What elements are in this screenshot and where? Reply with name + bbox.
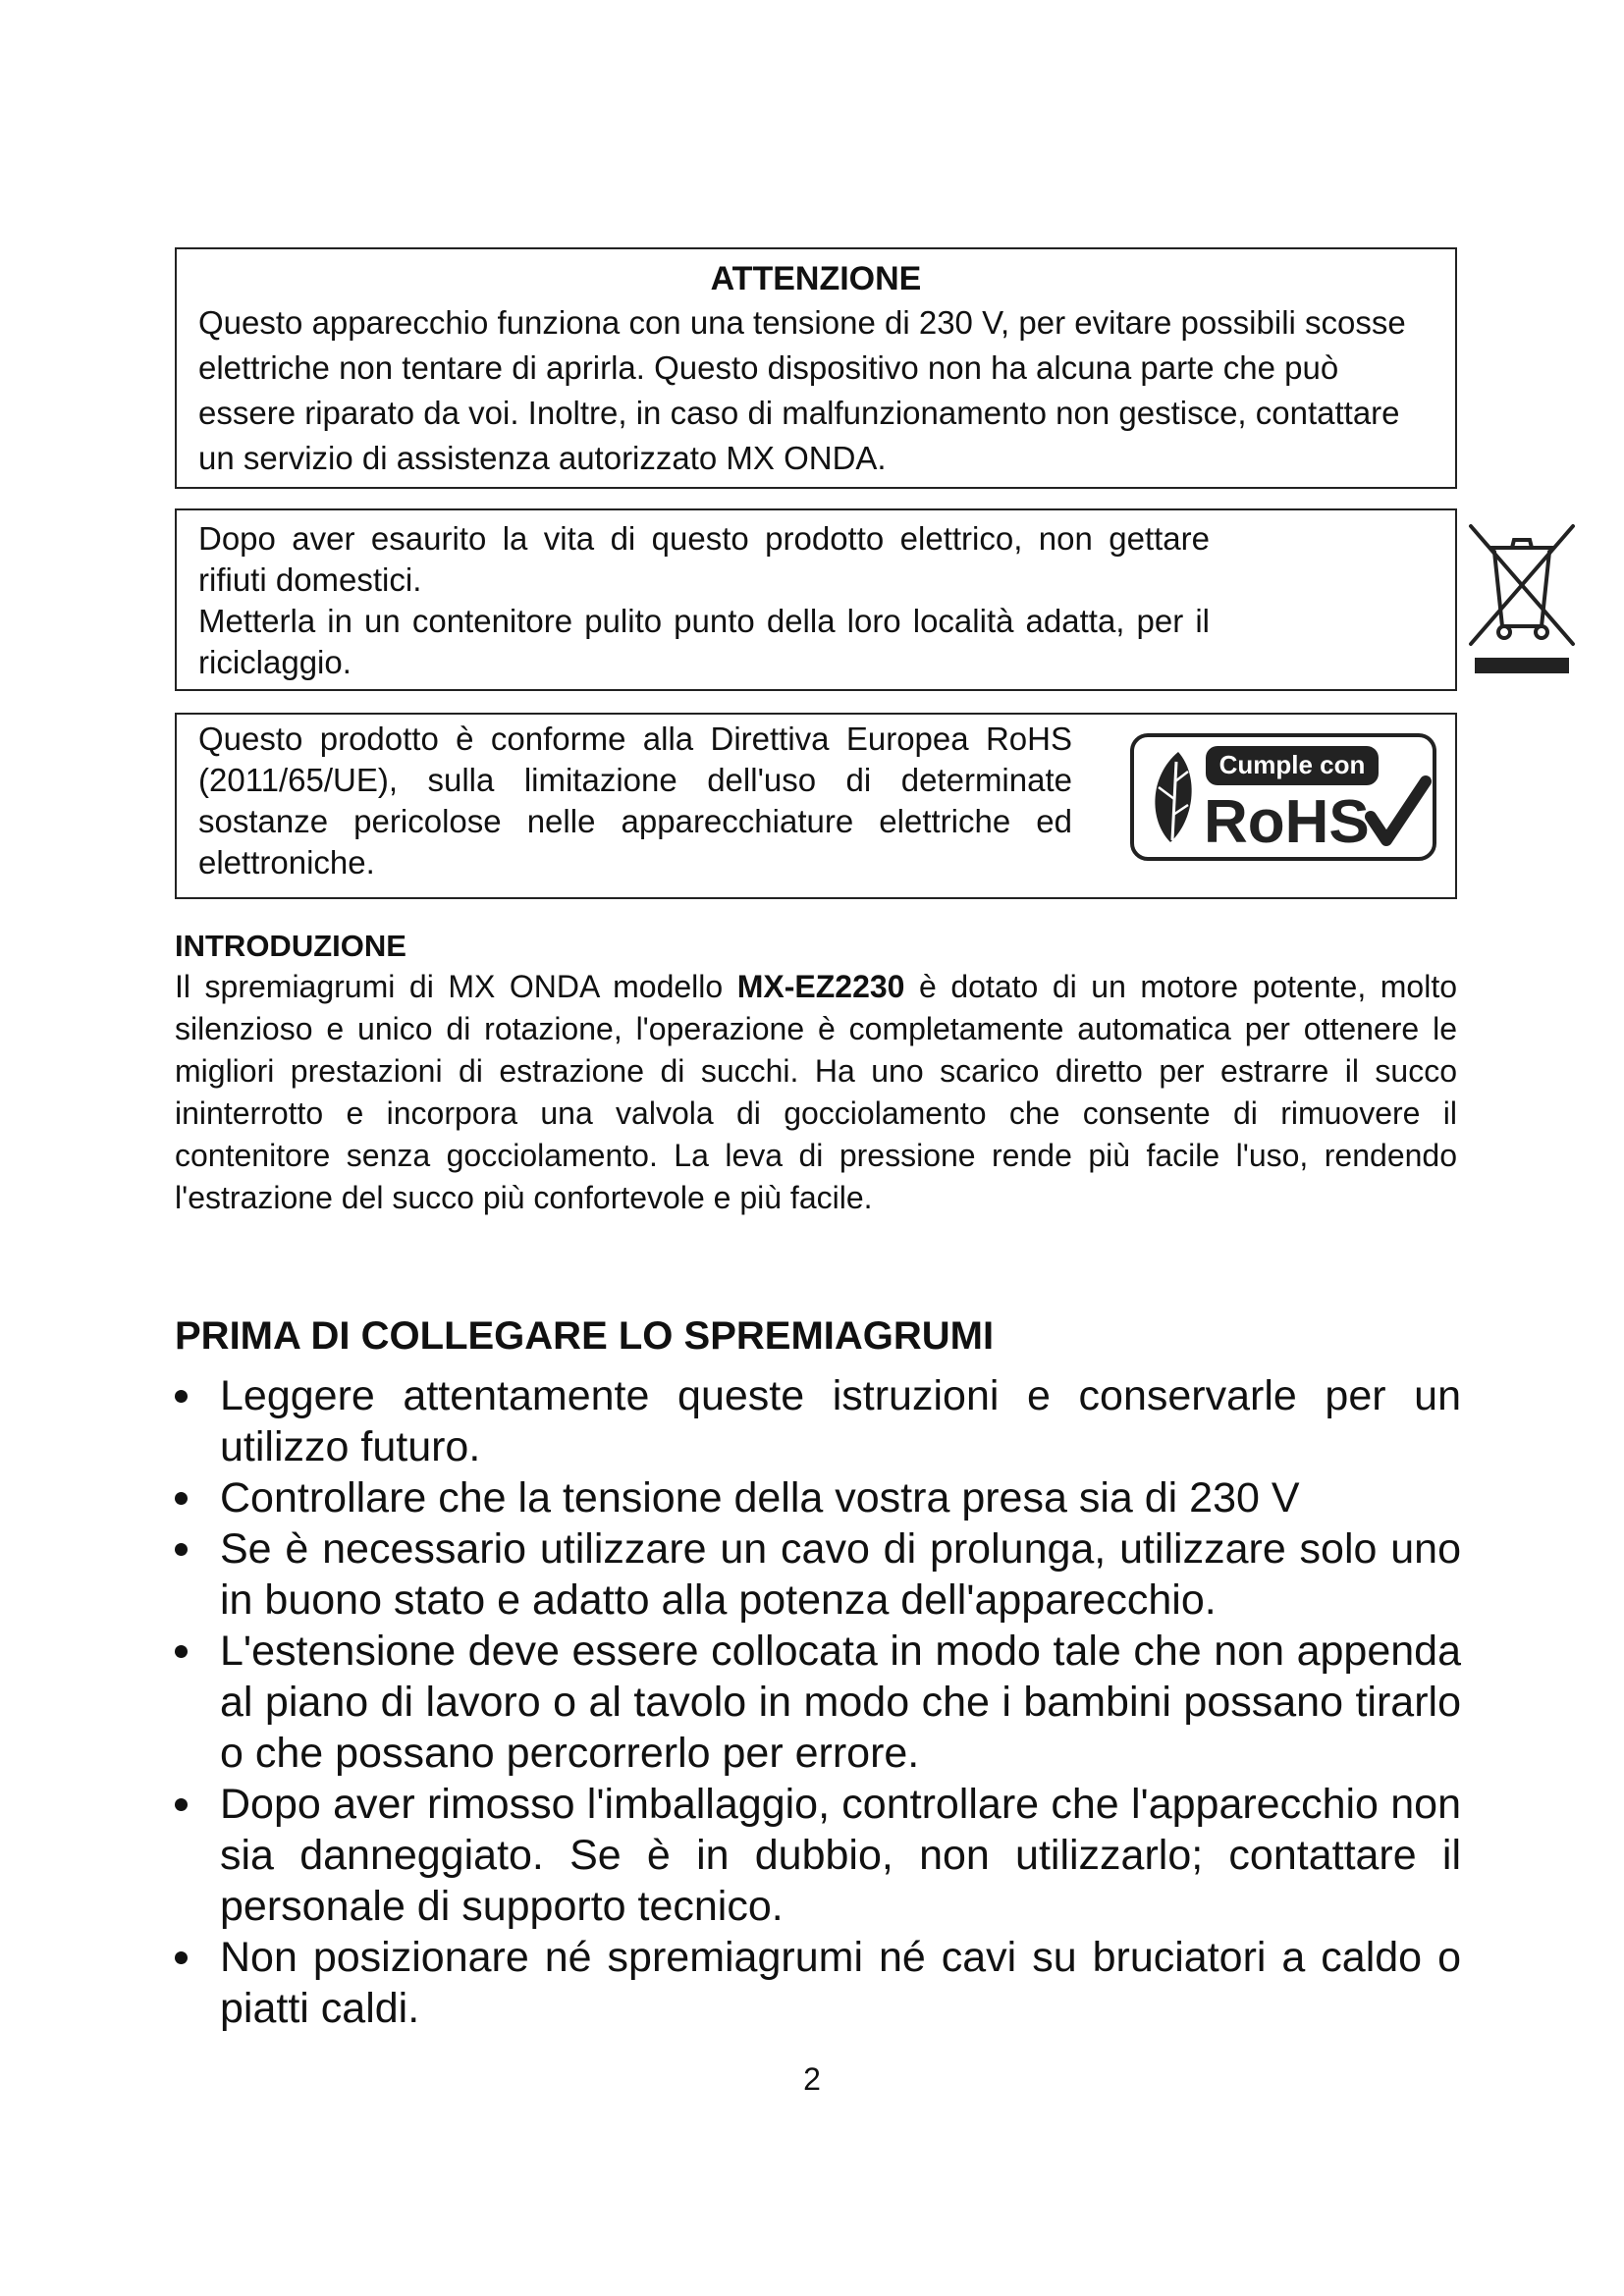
model-number: MX-EZ2230 bbox=[736, 969, 905, 1004]
intro-text-after: è dotato di un motore potente, molto silenzioso e unico di rotazione, l'operazione è completamente automatica per ottenere le migliori prestazioni di estrazione di succhi. Ha uno scarico diretto per estrarre il succo ininterrotto e incorpora una valvola di gocciolamento che consente di rimuovere il contenitore senza gocciolamento. La leva di pressione rende più facile l'uso, rendendo l'estrazione del succo più confortevole e più facile. bbox=[175, 969, 1458, 1215]
bullet-icon bbox=[175, 1645, 188, 1658]
before-connecting-heading: PRIMA DI COLLEGARE LO SPREMIAGRUMI bbox=[175, 1314, 995, 1358]
weee-text bbox=[198, 518, 1210, 683]
introduction-section bbox=[175, 927, 1457, 1219]
before-connecting-section bbox=[175, 1309, 1461, 2034]
weee-line-2: Metterla in un contenitore pulito punto della loro località adatta, per il riciclaggio. bbox=[198, 603, 1210, 680]
list-item: L'estensione deve essere collocata in modo tale che non appenda al piano di lavoro o al tavolo in modo che i bambini possano tirarlo o che possano percorrerlo per errore. bbox=[175, 1626, 1461, 1779]
bullet-icon bbox=[175, 1798, 188, 1811]
bullet-icon bbox=[175, 1951, 188, 1964]
attention-box bbox=[175, 247, 1457, 489]
rohs-box bbox=[175, 713, 1457, 899]
rohs-badge-top-label: Cumple con bbox=[1218, 750, 1366, 779]
list-item: Dopo aver rimosso l'imballaggio, controllare che l'apparecchio non sia danneggiato. Se è in dubbio, non utilizzarlo; contattare il personale di supporto tecnico. bbox=[175, 1779, 1461, 1932]
intro-text bbox=[175, 966, 1457, 1219]
bullet-icon bbox=[175, 1492, 188, 1505]
bullet-icon bbox=[175, 1543, 188, 1556]
rohs-badge-main-label: RoHS bbox=[1204, 788, 1370, 856]
list-item: Controllare che la tensione della vostra presa sia di 230 V bbox=[175, 1472, 1461, 1523]
list-item: Se è necessario utilizzare un cavo di prolunga, utilizzare solo uno in buono stato e adatto alla potenza dell'apparecchio. bbox=[175, 1523, 1461, 1626]
attention-text: Questo apparecchio funziona con una tensione di 230 V, per evitare possibili scosse elettriche non tentare di aprirla. Questo dispositivo non ha alcuna parte che può essere riparato da voi. Inoltre, in caso di malfunzionamento non gestisce, contattare un servizio di assistenza autorizzato MX ONDA. bbox=[198, 304, 1406, 476]
rohs-compliance-badge bbox=[1129, 732, 1437, 862]
precautions-list bbox=[175, 1370, 1461, 2034]
page-number: 2 bbox=[803, 2061, 821, 2097]
crossed-out-wheelie-bin-icon bbox=[1463, 520, 1581, 677]
list-item: Leggere attentamente queste istruzioni e conservarle per un utilizzo futuro. bbox=[175, 1370, 1461, 1472]
list-item: Non posizionare né spremiagrumi né cavi su bruciatori a caldo o piatti caldi. bbox=[175, 1932, 1461, 2034]
intro-heading: INTRODUZIONE bbox=[175, 929, 406, 963]
weee-disposal-box bbox=[175, 508, 1457, 691]
attention-title: ATTENZIONE bbox=[710, 260, 922, 297]
rohs-text: Questo prodotto è conforme alla Direttiva Europea RoHS (2011/65/UE), sulla limitazione dell'uso di determinate sostanze pericolose nelle apparecchiature elettriche ed elettroniche. bbox=[198, 721, 1072, 881]
intro-text-before: Il spremiagrumi di MX ONDA modello bbox=[175, 969, 737, 1004]
bullet-icon bbox=[175, 1390, 188, 1403]
weee-line-1: Dopo aver esaurito la vita di questo prodotto elettrico, non gettare rifiuti domestici. bbox=[198, 520, 1210, 598]
